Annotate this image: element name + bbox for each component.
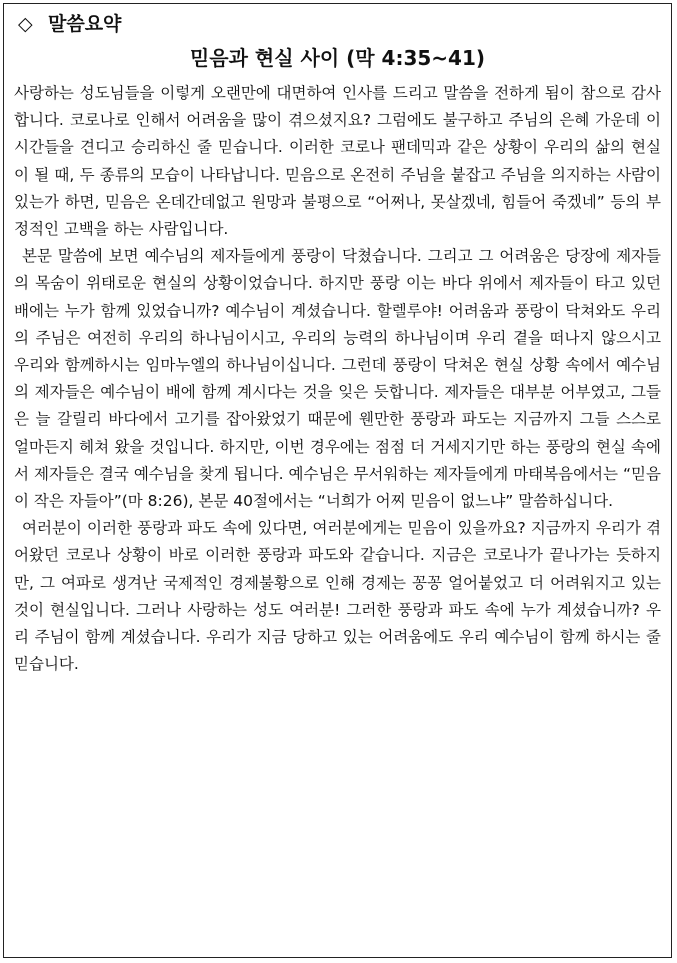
sermon-title: 믿음과 현실 사이 (막 4:35~41) [189, 46, 486, 70]
section-header [18, 11, 121, 37]
paragraph: 사랑하는 성도님들을 이렇게 오랜만에 대면하여 인사를 드리고 말씀을 전하게 됨이 참으로 감사합니다. 코로나로 인해서 어려움을 많이 겪으셨지요? 그럼에도 불구하고 주님의 은혜 가운데 이 시간들을 견디고 승리하신 줄 믿습니다. 이러한 코로나 팬데믹과 같은 상황이 우리의 삶의 현실이 될 때, 두 종류의 모습이 나타납니다. 믿음으로 온전히 주님을 붙잡고 주님을 의지하는 사람이 있는가 하면, 믿음은 온데간데없고 원망과 불평으로 “어쩌나, 못살겠네, 힘들어 죽겠네” 등의 부정적인 고백을 하는 사람입니다. [14, 84, 661, 239]
sermon-summary-box [3, 3, 672, 958]
paragraph: 여러분이 이러한 풍랑과 파도 속에 있다면, 여러분에게는 믿음이 있을까요? 지금까지 우리가 겪어왔던 코로나 상황이 바로 이러한 풍랑과 파도와 같습니다. 지금은 코로나가 끝나가는 듯하지만, 그 여파로 생겨난 국제적인 경제불황으로 인해 경제는 꽁꽁 얼어붙었고 더 어려워지고 있는 것이 현실입니다. 그러나 사랑하는 성도 여러분! 그러한 풍랑과 파도 속에 누가 계셨습니까? 우리 주님이 함께 계셨습니다. 우리가 지금 당하고 있는 어려움에도 우리 예수님이 함께 하시는 줄 믿습니다. [14, 519, 661, 674]
paragraph: 본문 말씀에 보면 예수님의 제자들에게 풍랑이 닥쳤습니다. 그리고 그 어려움은 당장에 제자들의 목숨이 위태로운 현실의 상황이었습니다. 하지만 풍랑 이는 바다 위에서 제자들이 타고 있던 배에는 누가 함께 있었습니까? 예수님이 계셨습니다. 할렐루야! 어려움과 풍랑이 닥쳐와도 우리의 주님은 여전히 우리의 하나님이시고, 우리의 능력의 하나님이며 우리 곁을 떠나지 않으시고 우리와 함께하시는 임마누엘의 하나님이십니다. 그런데 풍랑이 닥쳐온 현실 상황 속에서 예수님의 제자들은 예수님이 배에 함께 계시다는 것을 잊은 듯합니다. 제자들은 대부분 어부였고, 그들은 늘 갈릴리 바다에서 고기를 잡아왔었기 때문에 웬만한 풍랑과 파도는 지금까지 그들 스스로 얼마든지 헤쳐 왔을 것입니다. 하지만, 이번 경우에는 점점 더 거세지기만 하는 풍랑의 현실 속에서 제자들은 결국 예수님을 찾게 됩니다. 예수님은 무서워하는 제자들에게 마태복음에서는 “믿음이 작은 자들아”(마 8:26), 본문 40절에서는 “너희가 어찌 믿음이 없느냐” 말씀하십니다. [14, 247, 661, 511]
sermon-body [14, 80, 661, 678]
section-label: 말씀요약 [48, 13, 122, 35]
diamond-outline-icon: ◇ [18, 13, 33, 35]
